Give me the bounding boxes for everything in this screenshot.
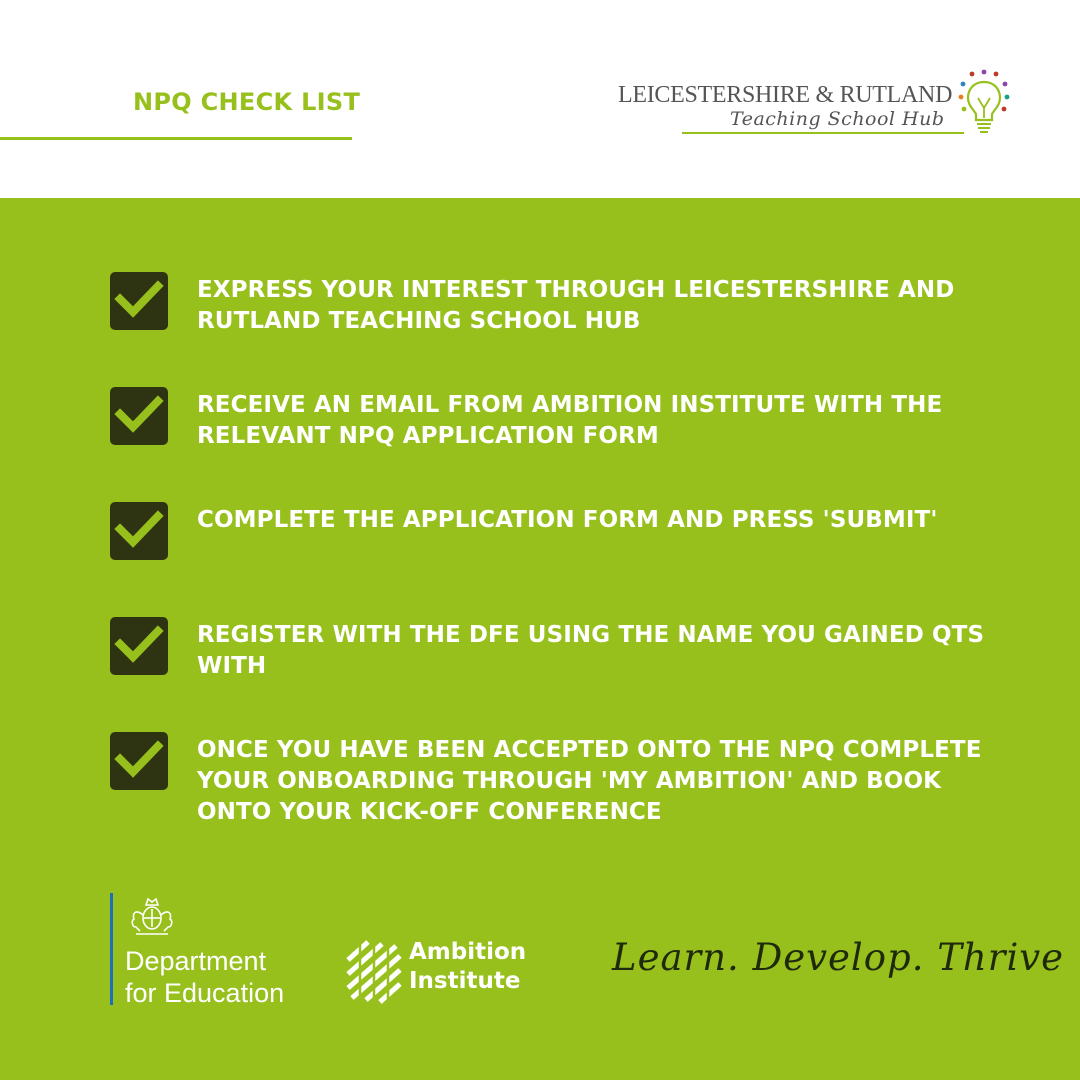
checkbox-checked-icon [110, 502, 168, 560]
dfe-logo-line2: for Education [125, 978, 285, 1008]
checkbox-checked-icon [110, 617, 168, 675]
ambition-logo [346, 938, 546, 1008]
hub-logo [612, 68, 1022, 148]
dfe-logo-bar [110, 893, 113, 1005]
hub-logo-subtitle: Teaching School Hub [730, 108, 945, 130]
tagline: Learn. Develop. Thrive [612, 936, 1065, 979]
dfe-logo [110, 893, 330, 1008]
ambition-logo-line2: Institute [409, 968, 521, 994]
checkbox-checked-icon [110, 732, 168, 790]
checklist-item-text: RECEIVE AN EMAIL FROM AMBITION INSTITUTE WITH THE RELEVANT NPQ APPLICATION FORM [197, 392, 943, 449]
header [0, 0, 1080, 198]
ambition-logo-line1: Ambition [409, 939, 527, 965]
checklist-item-text: ONCE YOU HAVE BEEN ACCEPTED ONTO THE NPQ COMPLETE YOUR ONBOARDING THROUGH 'MY AMBITION' AND BOOK ONTO YOUR KICK-OFF CONFERENCE [197, 737, 982, 825]
hub-logo-underline [682, 132, 964, 134]
checklist-item-text: COMPLETE THE APPLICATION FORM AND PRESS 'SUBMIT' [197, 507, 938, 533]
page-title: NPQ CHECK LIST [133, 88, 361, 116]
dfe-logo-line1: Department [125, 946, 267, 976]
title-underline [0, 137, 352, 140]
checkbox-checked-icon [110, 387, 168, 445]
ambition-mark-icon [346, 938, 402, 1006]
dfe-logo-text [125, 945, 284, 1009]
ambition-logo-text [409, 938, 526, 996]
royal-crest-icon [122, 893, 182, 937]
checklist-item-text: REGISTER WITH THE DFE USING THE NAME YOU GAINED QTS WITH [197, 622, 985, 679]
hub-logo-name: LEICESTERSHIRE & RUTLAND [618, 82, 953, 108]
checklist-item-text: EXPRESS YOUR INTEREST THROUGH LEICESTERSHIRE AND RUTLAND TEACHING SCHOOL HUB [197, 277, 955, 334]
checkbox-checked-icon [110, 272, 168, 330]
lightbulb-icon [958, 68, 1010, 140]
